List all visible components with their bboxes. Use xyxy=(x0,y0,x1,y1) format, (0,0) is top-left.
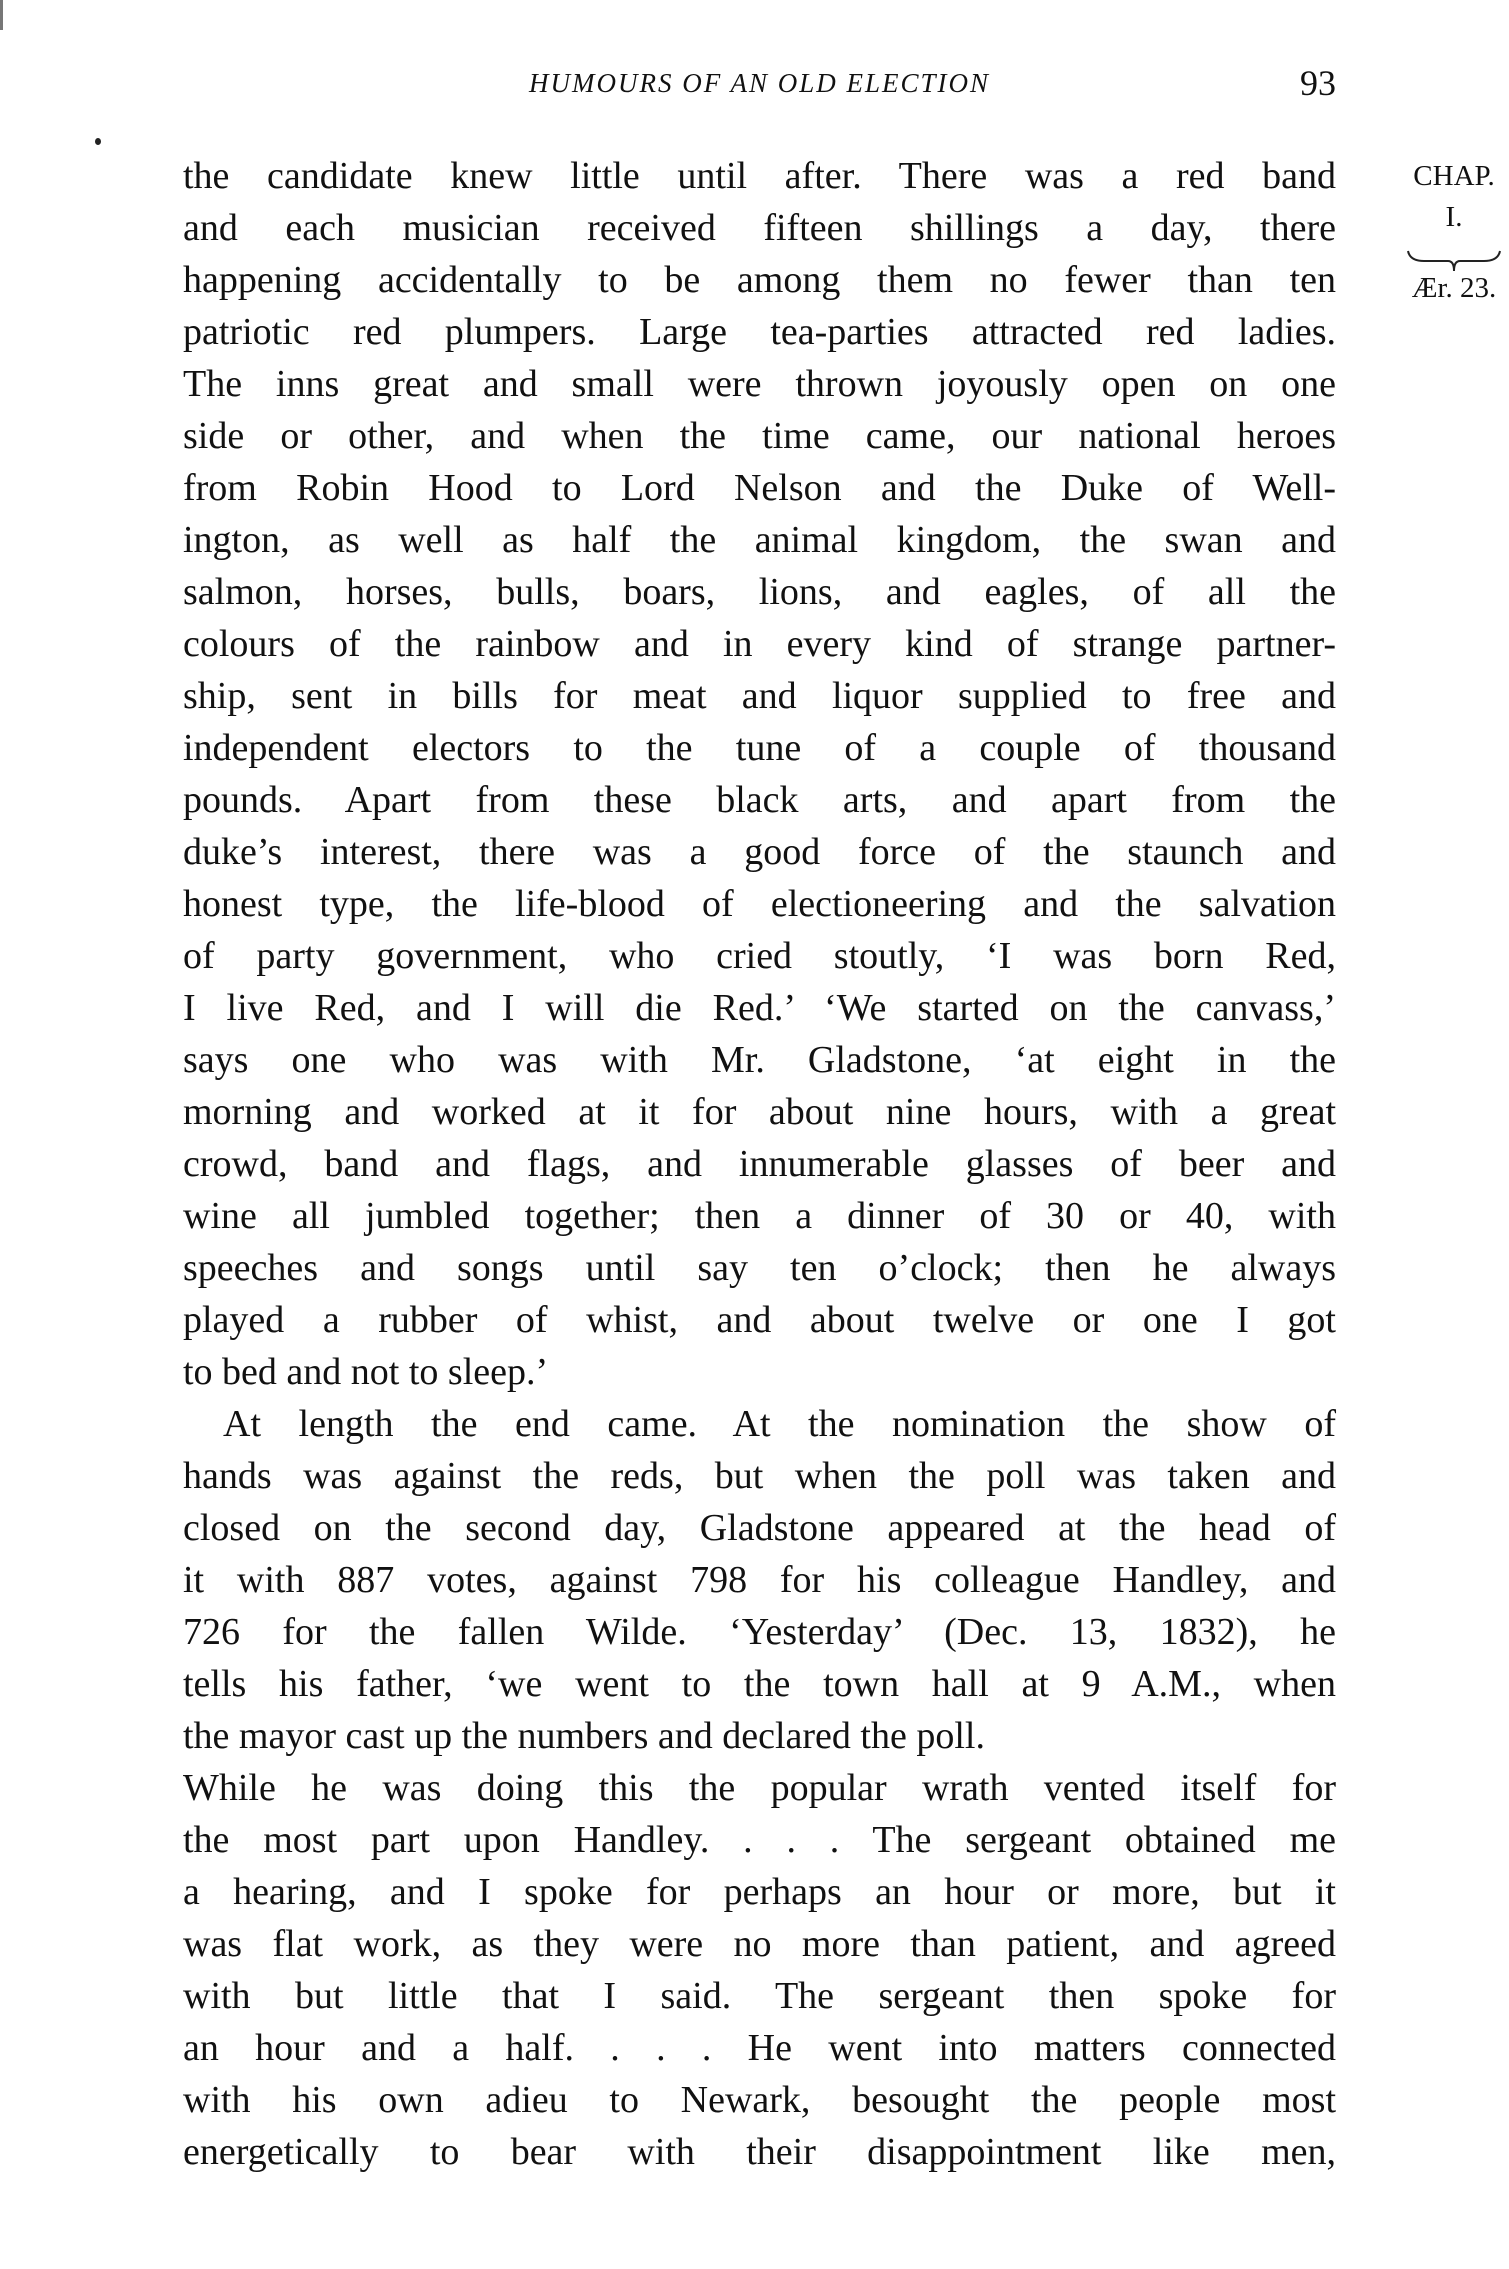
margin-age: Ær. 23. xyxy=(1411,272,1497,304)
text-line: tells his father, ‘we went to the town hall at 9 A.M., when xyxy=(183,1663,1336,1705)
text-line: energetically to bear with their disappointment like men, xyxy=(183,2131,1336,2173)
body-text xyxy=(183,150,1336,2178)
text-line: colours of the rainbow and in every kind of strange partner- xyxy=(183,623,1336,665)
text-line: of party government, who cried stoutly, ‘I was born Red, xyxy=(183,935,1336,977)
text-line: honest type, the life-blood of electioneering and the salvation xyxy=(183,883,1336,925)
text-line: salmon, horses, bulls, boars, lions, and eagles, of all the xyxy=(183,571,1336,613)
text-line: to bed and not to sleep.’ xyxy=(183,1351,549,1393)
text-line: patriotic red plumpers. Large tea-parties attracted red ladies. xyxy=(183,311,1336,353)
text-line: with his own adieu to Newark, besought the people most xyxy=(183,2079,1336,2121)
page-number: 93 xyxy=(1300,63,1336,103)
text-line: with but little that I said. The sergeant then spoke for xyxy=(183,1975,1336,2017)
text-line: While he was doing this the popular wrath vented itself for xyxy=(183,1767,1336,1809)
page-header xyxy=(183,62,1336,106)
ink-spot xyxy=(95,138,101,145)
text-line: was flat work, as they were no more than patient, and agreed xyxy=(183,1923,1336,1965)
text-line: hands was against the reds, but when the poll was taken and xyxy=(183,1455,1336,1497)
margin-note xyxy=(1400,150,1508,314)
text-line: and each musician received fifteen shillings a day, there xyxy=(183,207,1336,249)
text-line: the candidate knew little until after. There was a red band xyxy=(183,155,1336,197)
text-line: happening accidentally to be among them no fewer than ten xyxy=(183,259,1336,301)
text-line: played a rubber of whist, and about twelve or one I got xyxy=(183,1299,1336,1341)
text-line: from Robin Hood to Lord Nelson and the Duke of Well- xyxy=(183,467,1336,509)
text-line: closed on the second day, Gladstone appeared at the head of xyxy=(183,1507,1336,1549)
text-line: independent electors to the tune of a couple of thousand xyxy=(183,727,1336,769)
text-line: duke’s interest, there was a good force of the staunch and xyxy=(183,831,1336,873)
text-line: The inns great and small were thrown joyously open on one xyxy=(183,363,1336,405)
text-line: a hearing, and I spoke for perhaps an hour or more, but it xyxy=(183,1871,1336,1913)
page-edge-mark xyxy=(0,0,3,30)
text-line: ington, as well as half the animal kingdom, the swan and xyxy=(183,519,1336,561)
text-line: says one who was with Mr. Gladstone, ‘at eight in the xyxy=(183,1039,1336,1081)
text-line: speeches and songs until say ten o’clock; then he always xyxy=(183,1247,1336,1289)
text-line: the mayor cast up the numbers and declared the poll. xyxy=(183,1715,985,1757)
text-line: 726 for the fallen Wilde. ‘Yesterday’ (Dec. 13, 1832), he xyxy=(183,1611,1336,1653)
text-line: ship, sent in bills for meat and liquor supplied to free and xyxy=(183,675,1336,717)
margin-chap: CHAP. xyxy=(1413,160,1495,192)
text-line: the most part upon Handley. . . . The sergeant obtained me xyxy=(183,1819,1336,1861)
text-line: side or other, and when the time came, our national heroes xyxy=(183,415,1336,457)
text-line: morning and worked at it for about nine hours, with a great xyxy=(183,1091,1336,1133)
text-line: an hour and a half. . . . He went into matters connected xyxy=(183,2027,1336,2069)
text-line: pounds. Apart from these black arts, and apart from the xyxy=(183,779,1336,821)
brace-icon xyxy=(1400,238,1508,262)
running-title: HUMOURS OF AN OLD ELECTION xyxy=(528,68,991,98)
margin-chapter-number: I. xyxy=(1445,201,1463,233)
text-line: it with 887 votes, against 798 for his colleague Handley, and xyxy=(183,1559,1336,1601)
text-line: crowd, band and flags, and innumerable glasses of beer and xyxy=(183,1143,1336,1185)
text-line: I live Red, and I will die Red.’ ‘We started on the canvass,’ xyxy=(183,987,1336,1029)
text-line: wine all jumbled together; then a dinner of 30 or 40, with xyxy=(183,1195,1336,1237)
text-line: At length the end came. At the nomination the show of xyxy=(223,1403,1336,1445)
